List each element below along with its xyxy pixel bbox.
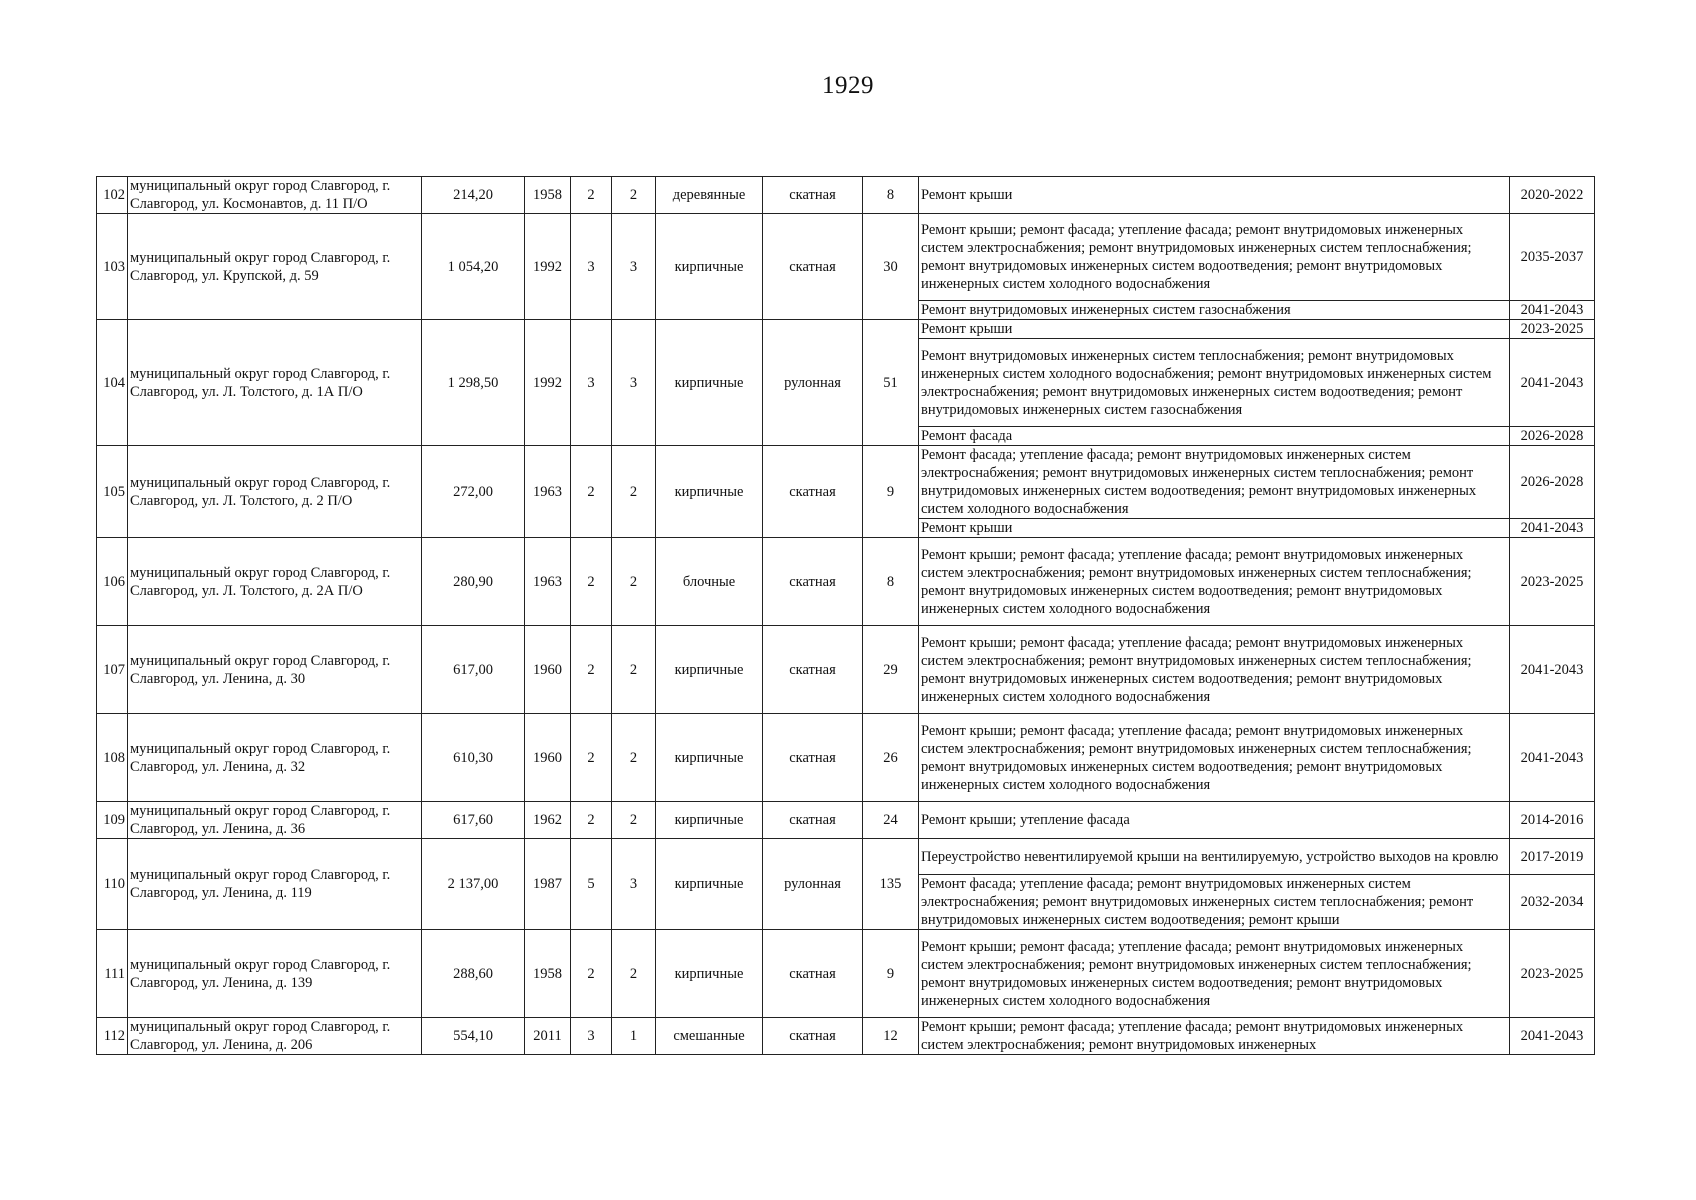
row-number: 103 (97, 214, 128, 320)
row-number: 111 (97, 930, 128, 1018)
table-row (97, 446, 1595, 519)
address-cell: муниципальный округ город Славгород, г. Славгород, ул. Ленина, д. 30 (128, 626, 422, 714)
floors-cell: 2 (571, 446, 612, 538)
row-number: 107 (97, 626, 128, 714)
work-period-cell: 2026-2028 (1510, 427, 1595, 446)
row-number: 102 (97, 177, 128, 214)
roof-type-cell: скатная (763, 177, 863, 214)
area-cell: 1 298,50 (422, 320, 525, 446)
year-cell: 1987 (525, 839, 571, 930)
floors-cell: 3 (571, 320, 612, 446)
work-description-cell: Ремонт внутридомовых инженерных систем теплоснабжения; ремонт внутридомовых инженерных систем холодного водоснабжения; ремонт внутридомовых инженерных систем электроснабжения; ремонт внутридомовых инженерных систем водоотведения; ремонт внутридомовых инженерных систем газоснабжения (919, 339, 1510, 427)
work-description-cell: Ремонт крыши; ремонт фасада; утепление фасада; ремонт внутридомовых инженерных систем электроснабжения; ремонт внутридомовых инженерных систем теплоснабжения; ремонт внутридомовых инженерных систем водоотведения; ремонт внутридомовых инженерных систем холодного водоснабжения (919, 626, 1510, 714)
floors-cell: 2 (571, 714, 612, 802)
row-number: 104 (97, 320, 128, 446)
wall-material-cell: кирпичные (656, 714, 763, 802)
work-description-cell: Ремонт крыши; ремонт фасада; утепление фасада; ремонт внутридомовых инженерных систем электроснабжения; ремонт внутридомовых инженерных систем теплоснабжения; ремонт внутридомовых инженерных систем водоотведения; ремонт внутридомовых инженерных систем холодного водоснабжения (919, 930, 1510, 1018)
year-cell: 1992 (525, 214, 571, 320)
entrances-cell: 1 (612, 1018, 656, 1055)
wall-material-cell: кирпичные (656, 930, 763, 1018)
year-cell: 1962 (525, 802, 571, 839)
work-description-cell: Ремонт крыши (919, 320, 1510, 339)
work-period-cell: 2023-2025 (1510, 930, 1595, 1018)
work-period-cell: 2020-2022 (1510, 177, 1595, 214)
wall-material-cell: кирпичные (656, 320, 763, 446)
address-cell: муниципальный округ город Славгород, г. Славгород, ул. Космонавтов, д. 11 П/О (128, 177, 422, 214)
apartments-cell: 8 (863, 538, 919, 626)
wall-material-cell: кирпичные (656, 839, 763, 930)
work-period-cell: 2041-2043 (1510, 339, 1595, 427)
work-description-cell: Ремонт крыши (919, 519, 1510, 538)
floors-cell: 2 (571, 626, 612, 714)
table-row (97, 214, 1595, 301)
address-cell: муниципальный округ город Славгород, г. Славгород, ул. Л. Толстого, д. 2 П/О (128, 446, 422, 538)
table-row (97, 802, 1595, 839)
area-cell: 617,60 (422, 802, 525, 839)
entrances-cell: 2 (612, 930, 656, 1018)
work-description-cell: Ремонт фасада (919, 427, 1510, 446)
work-period-cell: 2026-2028 (1510, 446, 1595, 519)
entrances-cell: 2 (612, 446, 656, 538)
floors-cell: 2 (571, 538, 612, 626)
roof-type-cell: скатная (763, 214, 863, 320)
table-row (97, 538, 1595, 626)
work-description-cell: Ремонт крыши; ремонт фасада; утепление фасада; ремонт внутридомовых инженерных систем электроснабжения; ремонт внутридомовых инженерных (919, 1018, 1510, 1055)
address-cell: муниципальный округ город Славгород, г. Славгород, ул. Крупской, д. 59 (128, 214, 422, 320)
year-cell: 1963 (525, 446, 571, 538)
wall-material-cell: смешанные (656, 1018, 763, 1055)
address-cell: муниципальный округ город Славгород, г. Славгород, ул. Л. Толстого, д. 2А П/О (128, 538, 422, 626)
housing-repair-table (96, 176, 1595, 1055)
row-number: 106 (97, 538, 128, 626)
apartments-cell: 9 (863, 446, 919, 538)
work-period-cell: 2041-2043 (1510, 626, 1595, 714)
work-description-cell: Ремонт фасада; утепление фасада; ремонт внутридомовых инженерных систем электроснабжения; ремонт внутридомовых инженерных систем теплоснабжения; ремонт внутридомовых инженерных систем водоотведения; ремонт крыши (919, 875, 1510, 930)
entrances-cell: 2 (612, 714, 656, 802)
address-cell: муниципальный округ город Славгород, г. Славгород, ул. Ленина, д. 32 (128, 714, 422, 802)
work-description-cell: Ремонт внутридомовых инженерных систем газоснабжения (919, 301, 1510, 320)
apartments-cell: 12 (863, 1018, 919, 1055)
work-period-cell: 2041-2043 (1510, 714, 1595, 802)
work-description-cell: Ремонт крыши; утепление фасада (919, 802, 1510, 839)
entrances-cell: 3 (612, 839, 656, 930)
entrances-cell: 3 (612, 320, 656, 446)
year-cell: 1958 (525, 930, 571, 1018)
year-cell: 1963 (525, 538, 571, 626)
roof-type-cell: скатная (763, 802, 863, 839)
apartments-cell: 51 (863, 320, 919, 446)
entrances-cell: 2 (612, 626, 656, 714)
work-description-cell: Ремонт крыши; ремонт фасада; утепление фасада; ремонт внутридомовых инженерных систем электроснабжения; ремонт внутридомовых инженерных систем теплоснабжения; ремонт внутридомовых инженерных систем водоотведения; ремонт внутридомовых инженерных систем холодного водоснабжения (919, 538, 1510, 626)
area-cell: 2 137,00 (422, 839, 525, 930)
address-cell: муниципальный округ город Славгород, г. Славгород, ул. Ленина, д. 206 (128, 1018, 422, 1055)
address-cell: муниципальный округ город Славгород, г. Славгород, ул. Ленина, д. 119 (128, 839, 422, 930)
apartments-cell: 29 (863, 626, 919, 714)
wall-material-cell: кирпичные (656, 446, 763, 538)
roof-type-cell: рулонная (763, 839, 863, 930)
area-cell: 214,20 (422, 177, 525, 214)
work-period-cell: 2023-2025 (1510, 538, 1595, 626)
table-row (97, 320, 1595, 339)
area-cell: 280,90 (422, 538, 525, 626)
wall-material-cell: деревянные (656, 177, 763, 214)
entrances-cell: 3 (612, 214, 656, 320)
work-period-cell: 2032-2034 (1510, 875, 1595, 930)
page-number: 1929 (822, 72, 874, 99)
area-cell: 554,10 (422, 1018, 525, 1055)
entrances-cell: 2 (612, 802, 656, 839)
wall-material-cell: кирпичные (656, 802, 763, 839)
work-period-cell: 2041-2043 (1510, 1018, 1595, 1055)
year-cell: 1992 (525, 320, 571, 446)
work-description-cell: Ремонт крыши; ремонт фасада; утепление фасада; ремонт внутридомовых инженерных систем электроснабжения; ремонт внутридомовых инженерных систем теплоснабжения; ремонт внутридомовых инженерных систем водоотведения; ремонт внутридомовых инженерных систем холодного водоснабжения (919, 714, 1510, 802)
work-period-cell: 2017-2019 (1510, 839, 1595, 875)
apartments-cell: 8 (863, 177, 919, 214)
entrances-cell: 2 (612, 177, 656, 214)
area-cell: 1 054,20 (422, 214, 525, 320)
work-period-cell: 2041-2043 (1510, 301, 1595, 320)
apartments-cell: 30 (863, 214, 919, 320)
work-description-cell: Ремонт фасада; утепление фасада; ремонт внутридомовых инженерных систем электроснабжения; ремонт внутридомовых инженерных систем теплоснабжения; ремонт внутридомовых инженерных систем водоотведения; ремонт внутридомовых инженерных систем холодного водоснабжения (919, 446, 1510, 519)
row-number: 110 (97, 839, 128, 930)
work-period-cell: 2014-2016 (1510, 802, 1595, 839)
table-row (97, 714, 1595, 802)
floors-cell: 3 (571, 214, 612, 320)
floors-cell: 2 (571, 930, 612, 1018)
address-cell: муниципальный округ город Славгород, г. Славгород, ул. Ленина, д. 139 (128, 930, 422, 1018)
work-period-cell: 2035-2037 (1510, 214, 1595, 301)
area-cell: 272,00 (422, 446, 525, 538)
address-cell: муниципальный округ город Славгород, г. Славгород, ул. Л. Толстого, д. 1А П/О (128, 320, 422, 446)
apartments-cell: 9 (863, 930, 919, 1018)
table-row (97, 839, 1595, 875)
entrances-cell: 2 (612, 538, 656, 626)
apartments-cell: 24 (863, 802, 919, 839)
work-period-cell: 2041-2043 (1510, 519, 1595, 538)
table-row (97, 177, 1595, 214)
wall-material-cell: кирпичные (656, 626, 763, 714)
work-period-cell: 2023-2025 (1510, 320, 1595, 339)
apartments-cell: 135 (863, 839, 919, 930)
roof-type-cell: рулонная (763, 320, 863, 446)
year-cell: 2011 (525, 1018, 571, 1055)
wall-material-cell: блочные (656, 538, 763, 626)
wall-material-cell: кирпичные (656, 214, 763, 320)
year-cell: 1960 (525, 626, 571, 714)
roof-type-cell: скатная (763, 446, 863, 538)
year-cell: 1958 (525, 177, 571, 214)
table-row (97, 626, 1595, 714)
year-cell: 1960 (525, 714, 571, 802)
floors-cell: 3 (571, 1018, 612, 1055)
address-cell: муниципальный округ город Славгород, г. Славгород, ул. Ленина, д. 36 (128, 802, 422, 839)
area-cell: 288,60 (422, 930, 525, 1018)
work-description-cell: Переустройство невентилируемой крыши на вентилируемую, устройство выходов на кровлю (919, 839, 1510, 875)
area-cell: 610,30 (422, 714, 525, 802)
row-number: 109 (97, 802, 128, 839)
apartments-cell: 26 (863, 714, 919, 802)
table-row (97, 1018, 1595, 1055)
area-cell: 617,00 (422, 626, 525, 714)
row-number: 112 (97, 1018, 128, 1055)
floors-cell: 2 (571, 177, 612, 214)
work-description-cell: Ремонт крыши (919, 177, 1510, 214)
row-number: 105 (97, 446, 128, 538)
row-number: 108 (97, 714, 128, 802)
work-description-cell: Ремонт крыши; ремонт фасада; утепление фасада; ремонт внутридомовых инженерных систем электроснабжения; ремонт внутридомовых инженерных систем теплоснабжения; ремонт внутридомовых инженерных систем водоотведения; ремонт внутридомовых инженерных систем холодного водоснабжения (919, 214, 1510, 301)
roof-type-cell: скатная (763, 930, 863, 1018)
roof-type-cell: скатная (763, 714, 863, 802)
table-row (97, 930, 1595, 1018)
floors-cell: 5 (571, 839, 612, 930)
roof-type-cell: скатная (763, 538, 863, 626)
floors-cell: 2 (571, 802, 612, 839)
roof-type-cell: скатная (763, 1018, 863, 1055)
roof-type-cell: скатная (763, 626, 863, 714)
